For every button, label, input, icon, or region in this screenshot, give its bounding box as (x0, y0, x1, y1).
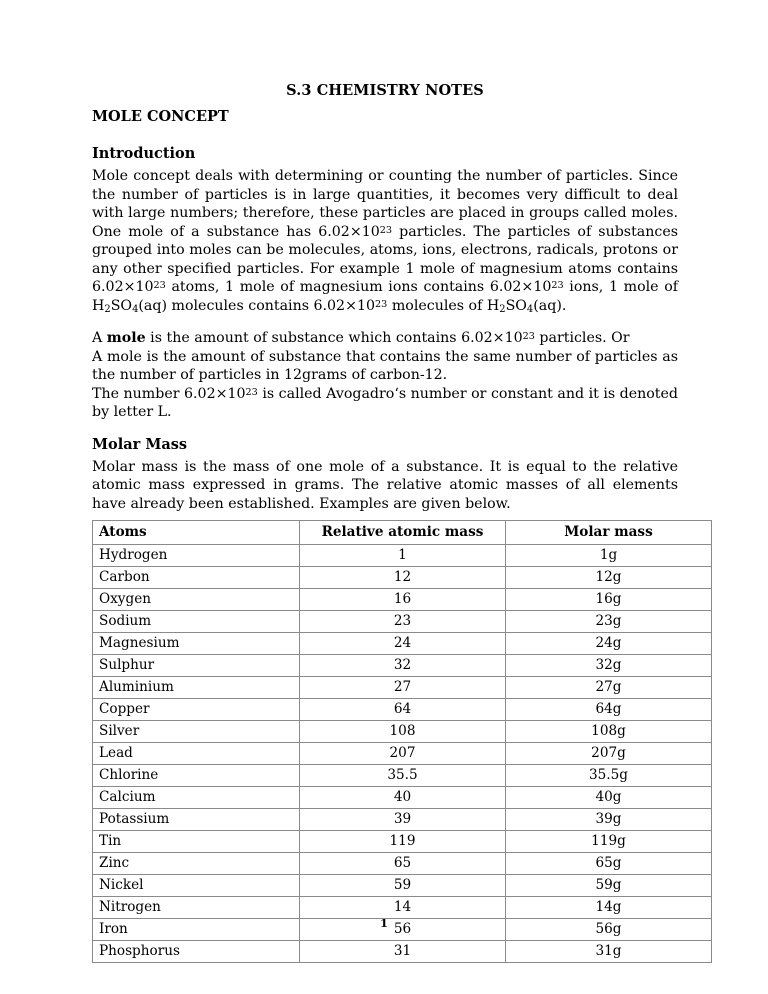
table-row (93, 721, 712, 743)
cell-relative-atomic-mass: 35.5 (300, 765, 506, 787)
cell-relative-atomic-mass: 108 (300, 721, 506, 743)
intro-superscript-3: 23 (551, 280, 564, 292)
intro-text-part-9: (aq). (533, 297, 567, 314)
intro-subscript-3: 2 (499, 303, 506, 315)
table-row (93, 809, 712, 831)
cell-atom: Potassium (93, 809, 300, 831)
cell-relative-atomic-mass: 16 (300, 589, 506, 611)
table-header-row (93, 521, 712, 545)
intro-text-part-7: molecules of H (387, 297, 500, 314)
cell-molar-mass: 40g (506, 787, 712, 809)
cell-relative-atomic-mass: 56 (300, 919, 506, 941)
avogadro-text-part-2: is called Avogadro‘s number or constant and it is denoted by letter L. (92, 385, 678, 421)
cell-atom: Hydrogen (93, 545, 300, 567)
table-row (93, 875, 712, 897)
definition-text-part-1: is the amount of substance which contains 6.02×10 (145, 330, 523, 347)
cell-molar-mass: 1g (506, 545, 712, 567)
cell-atom: Lead (93, 743, 300, 765)
cell-relative-atomic-mass: 119 (300, 831, 506, 853)
table-row (93, 545, 712, 567)
cell-molar-mass: 59g (506, 875, 712, 897)
section-title-mole-concept: MOLE CONCEPT (92, 108, 229, 126)
cell-atom: Nickel (93, 875, 300, 897)
cell-molar-mass: 32g (506, 655, 712, 677)
intro-superscript-1: 23 (379, 224, 393, 236)
cell-atom: Carbon (93, 567, 300, 589)
cell-atom: Sodium (93, 611, 300, 633)
definition-line-3 (92, 385, 678, 422)
cell-relative-atomic-mass: 1 (300, 545, 506, 567)
column-header-molar-mass: Molar mass (506, 521, 712, 545)
cell-atom: Sulphur (93, 655, 300, 677)
cell-relative-atomic-mass: 59 (300, 875, 506, 897)
table-row (93, 853, 712, 875)
cell-atom: Calcium (93, 787, 300, 809)
definition-superscript-1: 23 (522, 331, 535, 343)
cell-molar-mass: 35.5g (506, 765, 712, 787)
definition-line-1 (92, 329, 678, 348)
cell-atom: Copper (93, 699, 300, 721)
cell-atom: Oxygen (93, 589, 300, 611)
document-title: S.3 CHEMISTRY NOTES (286, 82, 484, 99)
column-header-atoms: Atoms (93, 521, 300, 545)
intro-text-part-3: atoms, 1 mole of magnesium ions contains 6.02×10 (165, 279, 552, 296)
intro-text-part-1: Mole concept deals with determining or counting the number of particles. Since the number of particles is in large quantities, it becomes very difficult to deal with large numbers; therefore, these particles are placed in groups called moles. One mole of a substance has 6.02×10 (92, 168, 678, 240)
table-body (93, 545, 712, 963)
table-row (93, 589, 712, 611)
heading-molar-mass: Molar Mass (92, 436, 188, 453)
cell-atom: Phosphorus (93, 941, 300, 963)
heading-introduction: Introduction (92, 145, 196, 163)
cell-molar-mass: 207g (506, 743, 712, 765)
cell-molar-mass: 31g (506, 941, 712, 963)
intro-text-part-4: ions, 1 mole of H (92, 279, 678, 314)
cell-atom: Tin (93, 831, 300, 853)
table-row (93, 611, 712, 633)
page-number: 1 (379, 916, 388, 930)
cell-relative-atomic-mass: 12 (300, 567, 506, 589)
cell-relative-atomic-mass: 65 (300, 853, 506, 875)
table-row (93, 941, 712, 963)
intro-text-part-2: particles. The particles of substances grouped into moles can be molecules, atoms, ions, electrons, radicals, protons or any other specified particles. For example 1 mole of magnesium atoms contains 6.02×10 (92, 223, 679, 296)
cell-molar-mass: 24g (506, 633, 712, 655)
cell-molar-mass: 119g (506, 831, 712, 853)
table-row (93, 677, 712, 699)
cell-relative-atomic-mass: 31 (300, 941, 506, 963)
cell-molar-mass: 39g (506, 809, 712, 831)
cell-atom: Iron (93, 919, 300, 941)
cell-atom: Nitrogen (93, 897, 300, 919)
definition-line-2: A mole is the amount of substance that contains the same number of particles as the number of particles in 12grams of carbon-12. (92, 348, 678, 384)
cell-atom: Magnesium (93, 633, 300, 655)
cell-molar-mass: 56g (506, 919, 712, 941)
cell-relative-atomic-mass: 207 (300, 743, 506, 765)
cell-relative-atomic-mass: 14 (300, 897, 506, 919)
avogadro-superscript: 23 (245, 387, 258, 399)
definition-lead-text: A (92, 330, 107, 347)
cell-molar-mass: 27g (506, 677, 712, 699)
intro-subscript-2: 4 (132, 303, 139, 315)
cell-atom: Chlorine (93, 765, 300, 787)
table-row (93, 743, 712, 765)
cell-relative-atomic-mass: 64 (300, 699, 506, 721)
definition-text-part-2: particles. Or (534, 330, 630, 347)
intro-superscript-2: 23 (153, 280, 166, 292)
cell-molar-mass: 14g (506, 897, 712, 919)
column-header-relative-atomic-mass: Relative atomic mass (300, 521, 506, 545)
intro-subscript-1: 2 (104, 303, 111, 315)
table-row (93, 633, 712, 655)
intro-subscript-4: 4 (526, 303, 534, 315)
paragraph-molar-mass: Molar mass is the mass of one mole of a substance. It is equal to the relative atomic mass expressed in grams. The relative atomic masses of all elements have already been established. Examples are given below. (92, 458, 678, 512)
table-row (93, 765, 712, 787)
table-row (93, 699, 712, 721)
cell-molar-mass: 65g (506, 853, 712, 875)
cell-relative-atomic-mass: 39 (300, 809, 506, 831)
cell-molar-mass: 64g (506, 699, 712, 721)
cell-relative-atomic-mass: 24 (300, 633, 506, 655)
table-header (93, 521, 712, 545)
cell-atom: Aluminium (93, 677, 300, 699)
table-row (93, 831, 712, 853)
avogadro-text-part-1: The number 6.02×10 (92, 385, 246, 402)
cell-molar-mass: 16g (506, 589, 712, 611)
cell-relative-atomic-mass: 40 (300, 787, 506, 809)
paragraph-introduction (92, 167, 678, 315)
intro-text-part-8: SO (505, 297, 527, 314)
cell-molar-mass: 108g (506, 721, 712, 743)
cell-relative-atomic-mass: 23 (300, 611, 506, 633)
intro-text-part-6: (aq) molecules contains 6.02×10 (138, 297, 376, 314)
table-row (93, 655, 712, 677)
intro-superscript-4: 23 (375, 298, 388, 310)
cell-molar-mass: 12g (506, 567, 712, 589)
table-row (93, 787, 712, 809)
cell-relative-atomic-mass: 27 (300, 677, 506, 699)
cell-atom: Silver (93, 721, 300, 743)
definition-term-mole: mole (106, 330, 146, 347)
intro-text-part-5: SO (110, 297, 133, 314)
cell-molar-mass: 23g (506, 611, 712, 633)
document-body (92, 82, 678, 963)
cell-relative-atomic-mass: 32 (300, 655, 506, 677)
cell-atom: Zinc (93, 853, 300, 875)
table-row (93, 567, 712, 589)
relative-atomic-mass-table (92, 520, 712, 963)
